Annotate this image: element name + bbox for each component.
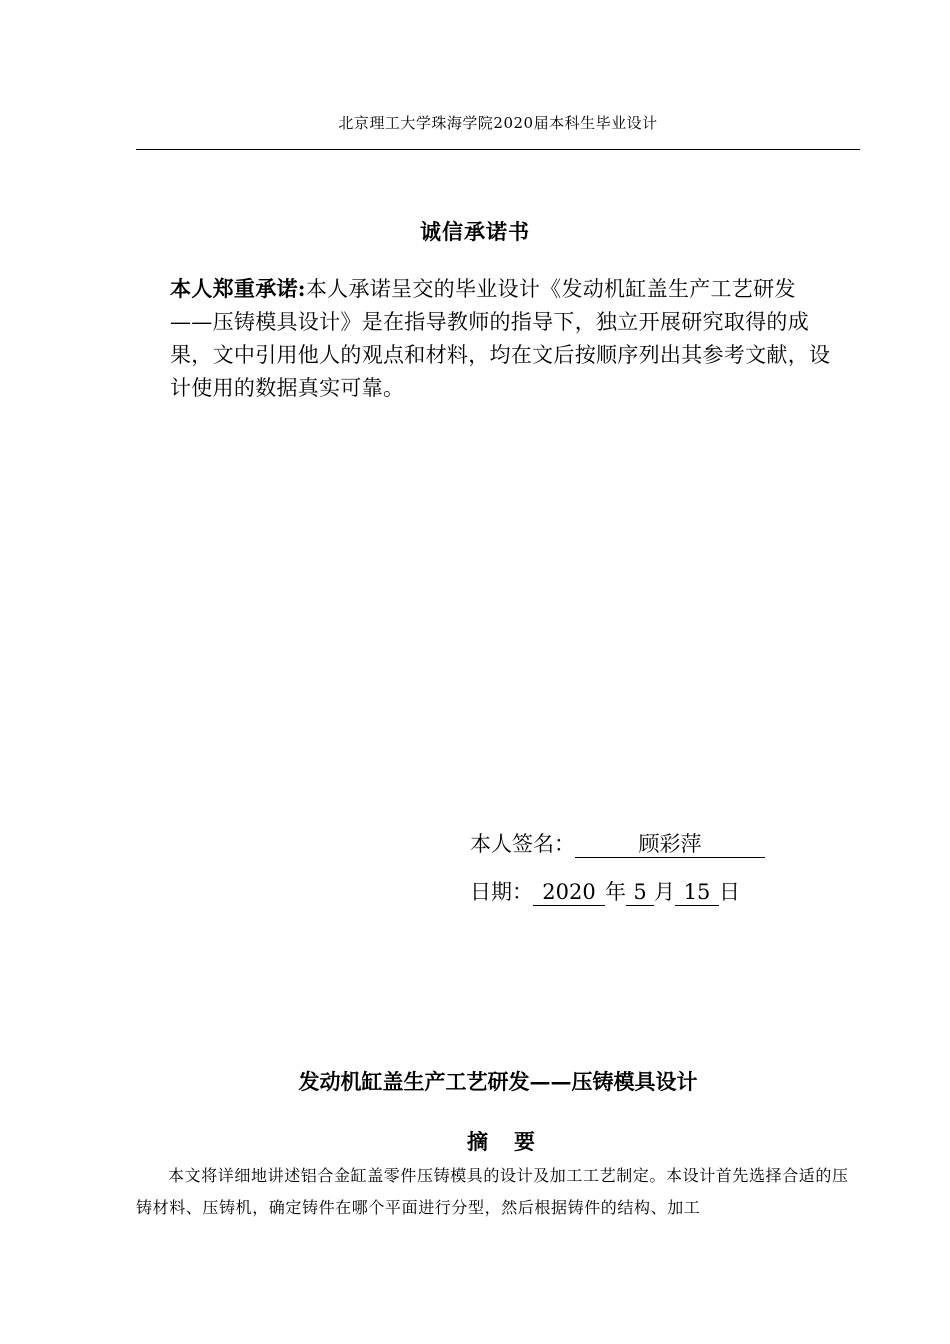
date-year: 2020	[533, 879, 605, 906]
date-month: 5	[626, 879, 654, 906]
header-rule	[136, 149, 860, 150]
signature-name: 顾彩萍	[575, 831, 765, 858]
date-row	[470, 876, 740, 906]
thesis-title: 发动机缸盖生产工艺研发——压铸模具设计	[298, 1069, 698, 1094]
pledge-paragraph	[170, 272, 832, 405]
signature-label: 本人签名：	[470, 832, 575, 856]
date-month-unit: 月	[654, 880, 675, 904]
abstract-heading-char-1: 摘	[467, 1129, 488, 1154]
pledge-lead: 本人郑重承诺:	[170, 276, 306, 301]
signature-row	[470, 828, 765, 858]
abstract-heading-char-2: 要	[514, 1129, 535, 1154]
pledge-text: 本人承诺呈交的毕业设计《发动机缸盖生产工艺研发——压铸模具设计》是在指导教师的指导下，独立开展研究取得的成果，文中引用他人的观点和材料，均在文后按顺序列出其参考文献，设计使用的数据真实可靠。	[170, 277, 831, 400]
date-year-unit: 年	[605, 880, 626, 904]
page-header: 北京理工大学珠海学院2020届本科生毕业设计	[338, 114, 658, 132]
abstract-heading	[0, 1126, 950, 1156]
date-day: 15	[675, 879, 719, 906]
date-label: 日期：	[470, 880, 533, 904]
pledge-title: 诚信承诺书	[420, 219, 530, 244]
abstract-paragraph: 本文将详细地讲述铝合金缸盖零件压铸模具的设计及加工工艺制定。本设计首先选择合适的压铸材料、压铸机，确定铸件在哪个平面进行分型，然后根据铸件的结构、加工	[136, 1166, 849, 1217]
date-day-unit: 日	[719, 880, 740, 904]
